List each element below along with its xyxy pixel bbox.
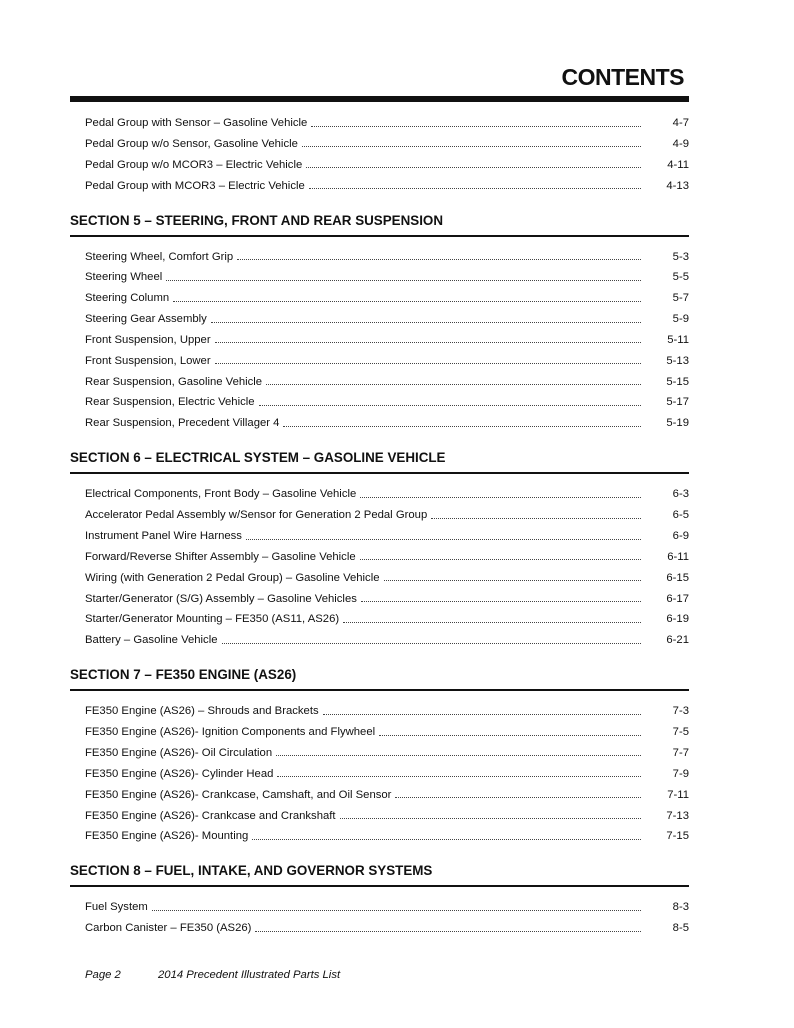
toc-entry-page: 5-17 — [666, 396, 689, 409]
toc-entry[interactable] — [70, 805, 689, 826]
toc-entry-page: 8-3 — [672, 901, 689, 914]
dot-leader — [306, 167, 641, 168]
dot-leader — [379, 735, 641, 736]
dot-leader — [222, 643, 641, 644]
toc-entry[interactable] — [70, 722, 689, 743]
dot-leader — [343, 622, 641, 623]
title-rule — [70, 96, 689, 102]
toc-entry[interactable] — [70, 763, 689, 784]
toc-entry-page: 6-3 — [672, 488, 689, 501]
dot-leader — [302, 146, 641, 147]
toc-entry-label: Starter/Generator Mounting – FE350 (AS11, AS26) — [85, 613, 340, 626]
toc-entry-label: FE350 Engine (AS26)- Crankcase, Camshaft, and Oil Sensor — [85, 788, 392, 801]
dot-leader — [283, 426, 641, 427]
toc-entry-label: Accelerator Pedal Assembly w/Sensor for Generation 2 Pedal Group — [85, 509, 428, 522]
toc-entry[interactable] — [70, 918, 689, 939]
toc-entry[interactable] — [70, 246, 689, 267]
section-rule — [70, 472, 689, 474]
toc-entry-label: Forward/Reverse Shifter Assembly – Gasoline Vehicle — [85, 550, 356, 563]
toc-entry[interactable] — [70, 484, 689, 505]
toc-entry-page: 5-3 — [672, 250, 689, 263]
toc-entry-label: Front Suspension, Upper — [85, 333, 211, 346]
section-heading: SECTION 7 – FE350 ENGINE (AS26) — [70, 667, 297, 683]
toc-entry-page: 5-13 — [666, 354, 689, 367]
toc-entry-page: 7-5 — [672, 726, 689, 739]
toc-entry-label: Pedal Group with Sensor – Gasoline Vehicle — [85, 117, 308, 130]
section-rule — [70, 689, 689, 691]
toc-entry[interactable] — [70, 154, 689, 175]
toc-entry[interactable] — [70, 267, 689, 288]
toc-entry[interactable] — [70, 133, 689, 154]
toc-entry[interactable] — [70, 743, 689, 764]
toc-entry-label: Steering Wheel, Comfort Grip — [85, 250, 234, 263]
section-heading: SECTION 5 – STEERING, FRONT AND REAR SUSPENSION — [70, 212, 444, 228]
dot-leader — [360, 497, 641, 498]
toc-entry[interactable] — [70, 609, 689, 630]
dot-leader — [252, 839, 641, 840]
dot-leader — [276, 755, 641, 756]
toc-entry-page: 5-7 — [672, 292, 689, 305]
dot-leader — [431, 518, 641, 519]
toc-entry-page: 7-9 — [672, 767, 689, 780]
toc-entry-page: 6-19 — [666, 613, 689, 626]
toc-entry-label: Fuel System — [85, 901, 148, 914]
toc-entry-page: 5-5 — [672, 271, 689, 284]
section-rule — [70, 885, 689, 887]
toc-entry-label: Steering Column — [85, 292, 170, 305]
toc-entry-page: 4-7 — [672, 117, 689, 130]
toc-entry-label: Steering Gear Assembly — [85, 313, 207, 326]
toc-entry[interactable] — [70, 588, 689, 609]
toc-entry-page: 4-9 — [672, 137, 689, 150]
dot-leader — [215, 342, 641, 343]
toc-entry-page: 7-11 — [667, 788, 689, 801]
toc-entry-page: 7-3 — [672, 705, 689, 718]
toc-entry[interactable] — [70, 330, 689, 351]
toc-entry-page: 8-5 — [672, 922, 689, 935]
footer-document-title: 2014 Precedent Illustrated Parts List — [158, 969, 341, 981]
dot-leader — [215, 363, 641, 364]
toc-entry-label: Rear Suspension, Electric Vehicle — [85, 396, 255, 409]
toc-entry[interactable] — [70, 392, 689, 413]
toc-entry[interactable] — [70, 567, 689, 588]
toc-entry-page: 7-15 — [666, 830, 689, 843]
toc-entry[interactable] — [70, 897, 689, 918]
dot-leader — [384, 580, 642, 581]
toc-entry-page: 5-19 — [666, 417, 689, 430]
toc-entry[interactable] — [70, 309, 689, 330]
toc-entry-label: Front Suspension, Lower — [85, 354, 211, 367]
dot-leader — [211, 322, 641, 323]
toc-entry-page: 6-15 — [666, 571, 689, 584]
toc-entry-label: Pedal Group w/o MCOR3 – Electric Vehicle — [85, 158, 303, 171]
toc-entry[interactable] — [70, 701, 689, 722]
dot-leader — [173, 301, 641, 302]
toc-entry-label: Battery – Gasoline Vehicle — [85, 634, 218, 647]
toc-entry[interactable] — [70, 505, 689, 526]
dot-leader — [277, 776, 641, 777]
toc-entry-label: FE350 Engine (AS26)- Crankcase and Crankshaft — [85, 809, 336, 822]
toc-entry-page: 6-17 — [666, 592, 689, 605]
page-title: CONTENTS — [561, 64, 684, 90]
toc-entry-label: FE350 Engine (AS26) – Shrouds and Brackets — [85, 705, 319, 718]
toc-entry-label: FE350 Engine (AS26)- Oil Circulation — [85, 746, 273, 759]
dot-leader — [311, 126, 641, 127]
toc-entry-label: Carbon Canister – FE350 (AS26) — [85, 922, 252, 935]
dot-leader — [152, 910, 641, 911]
toc-entry-label: Pedal Group w/o Sensor, Gasoline Vehicle — [85, 137, 298, 150]
toc-entry-page: 5-9 — [672, 313, 689, 326]
dot-leader — [361, 601, 641, 602]
dot-leader — [259, 405, 641, 406]
toc-entry-page: 4-13 — [666, 179, 689, 192]
dot-leader — [340, 818, 641, 819]
section-rule — [70, 235, 689, 237]
toc-entry-label: Wiring (with Generation 2 Pedal Group) – Gasoline Vehicle — [85, 571, 380, 584]
dot-leader — [237, 259, 641, 260]
toc-entry-label: FE350 Engine (AS26)- Cylinder Head — [85, 767, 274, 780]
toc-entry[interactable] — [70, 826, 689, 847]
toc-entry[interactable] — [70, 371, 689, 392]
toc-entry[interactable] — [70, 784, 689, 805]
footer-page-number: Page 2 — [85, 969, 121, 981]
dot-leader — [255, 931, 641, 932]
toc-entry-label: Rear Suspension, Precedent Villager 4 — [85, 417, 280, 430]
toc-entry[interactable] — [70, 546, 689, 567]
toc-entry-label: FE350 Engine (AS26)- Mounting — [85, 830, 249, 843]
toc-entry-page: 7-13 — [666, 809, 689, 822]
toc-entry-page: 5-15 — [666, 375, 689, 388]
toc-entry-page: 4-11 — [667, 158, 689, 171]
toc-entry-page: 5-11 — [667, 333, 689, 346]
toc-entry[interactable] — [70, 413, 689, 434]
toc-entry-page: 6-21 — [666, 634, 689, 647]
toc-entry-label: Starter/Generator (S/G) Assembly – Gasoline Vehicles — [85, 592, 357, 605]
toc-entry-label: Instrument Panel Wire Harness — [85, 530, 242, 543]
dot-leader — [309, 188, 641, 189]
toc-entry-label: Electrical Components, Front Body – Gasoline Vehicle — [85, 488, 357, 501]
dot-leader — [166, 280, 641, 281]
dot-leader — [266, 384, 641, 385]
toc-entry-label: Rear Suspension, Gasoline Vehicle — [85, 375, 263, 388]
table-of-contents — [70, 113, 689, 939]
toc-entry[interactable] — [70, 175, 689, 196]
toc-entry[interactable] — [70, 113, 689, 134]
toc-entry-page: 6-5 — [672, 509, 689, 522]
dot-leader — [246, 539, 641, 540]
toc-entry[interactable] — [70, 630, 689, 651]
toc-entry[interactable] — [70, 288, 689, 309]
section-heading: SECTION 6 – ELECTRICAL SYSTEM – GASOLINE VEHICLE — [70, 450, 446, 466]
dot-leader — [323, 714, 641, 715]
toc-entry[interactable] — [70, 526, 689, 547]
toc-entry-page: 7-7 — [672, 746, 689, 759]
toc-entry-page: 6-9 — [672, 530, 689, 543]
dot-leader — [395, 797, 641, 798]
toc-entry[interactable] — [70, 350, 689, 371]
toc-entry-page: 6-11 — [667, 550, 689, 563]
toc-entry-label: Pedal Group with MCOR3 – Electric Vehicle — [85, 179, 305, 192]
toc-entry-label: FE350 Engine (AS26)- Ignition Components and Flywheel — [85, 726, 376, 739]
dot-leader — [360, 559, 641, 560]
section-heading: SECTION 8 – FUEL, INTAKE, AND GOVERNOR SYSTEMS — [70, 863, 433, 879]
toc-entry-label: Steering Wheel — [85, 271, 163, 284]
